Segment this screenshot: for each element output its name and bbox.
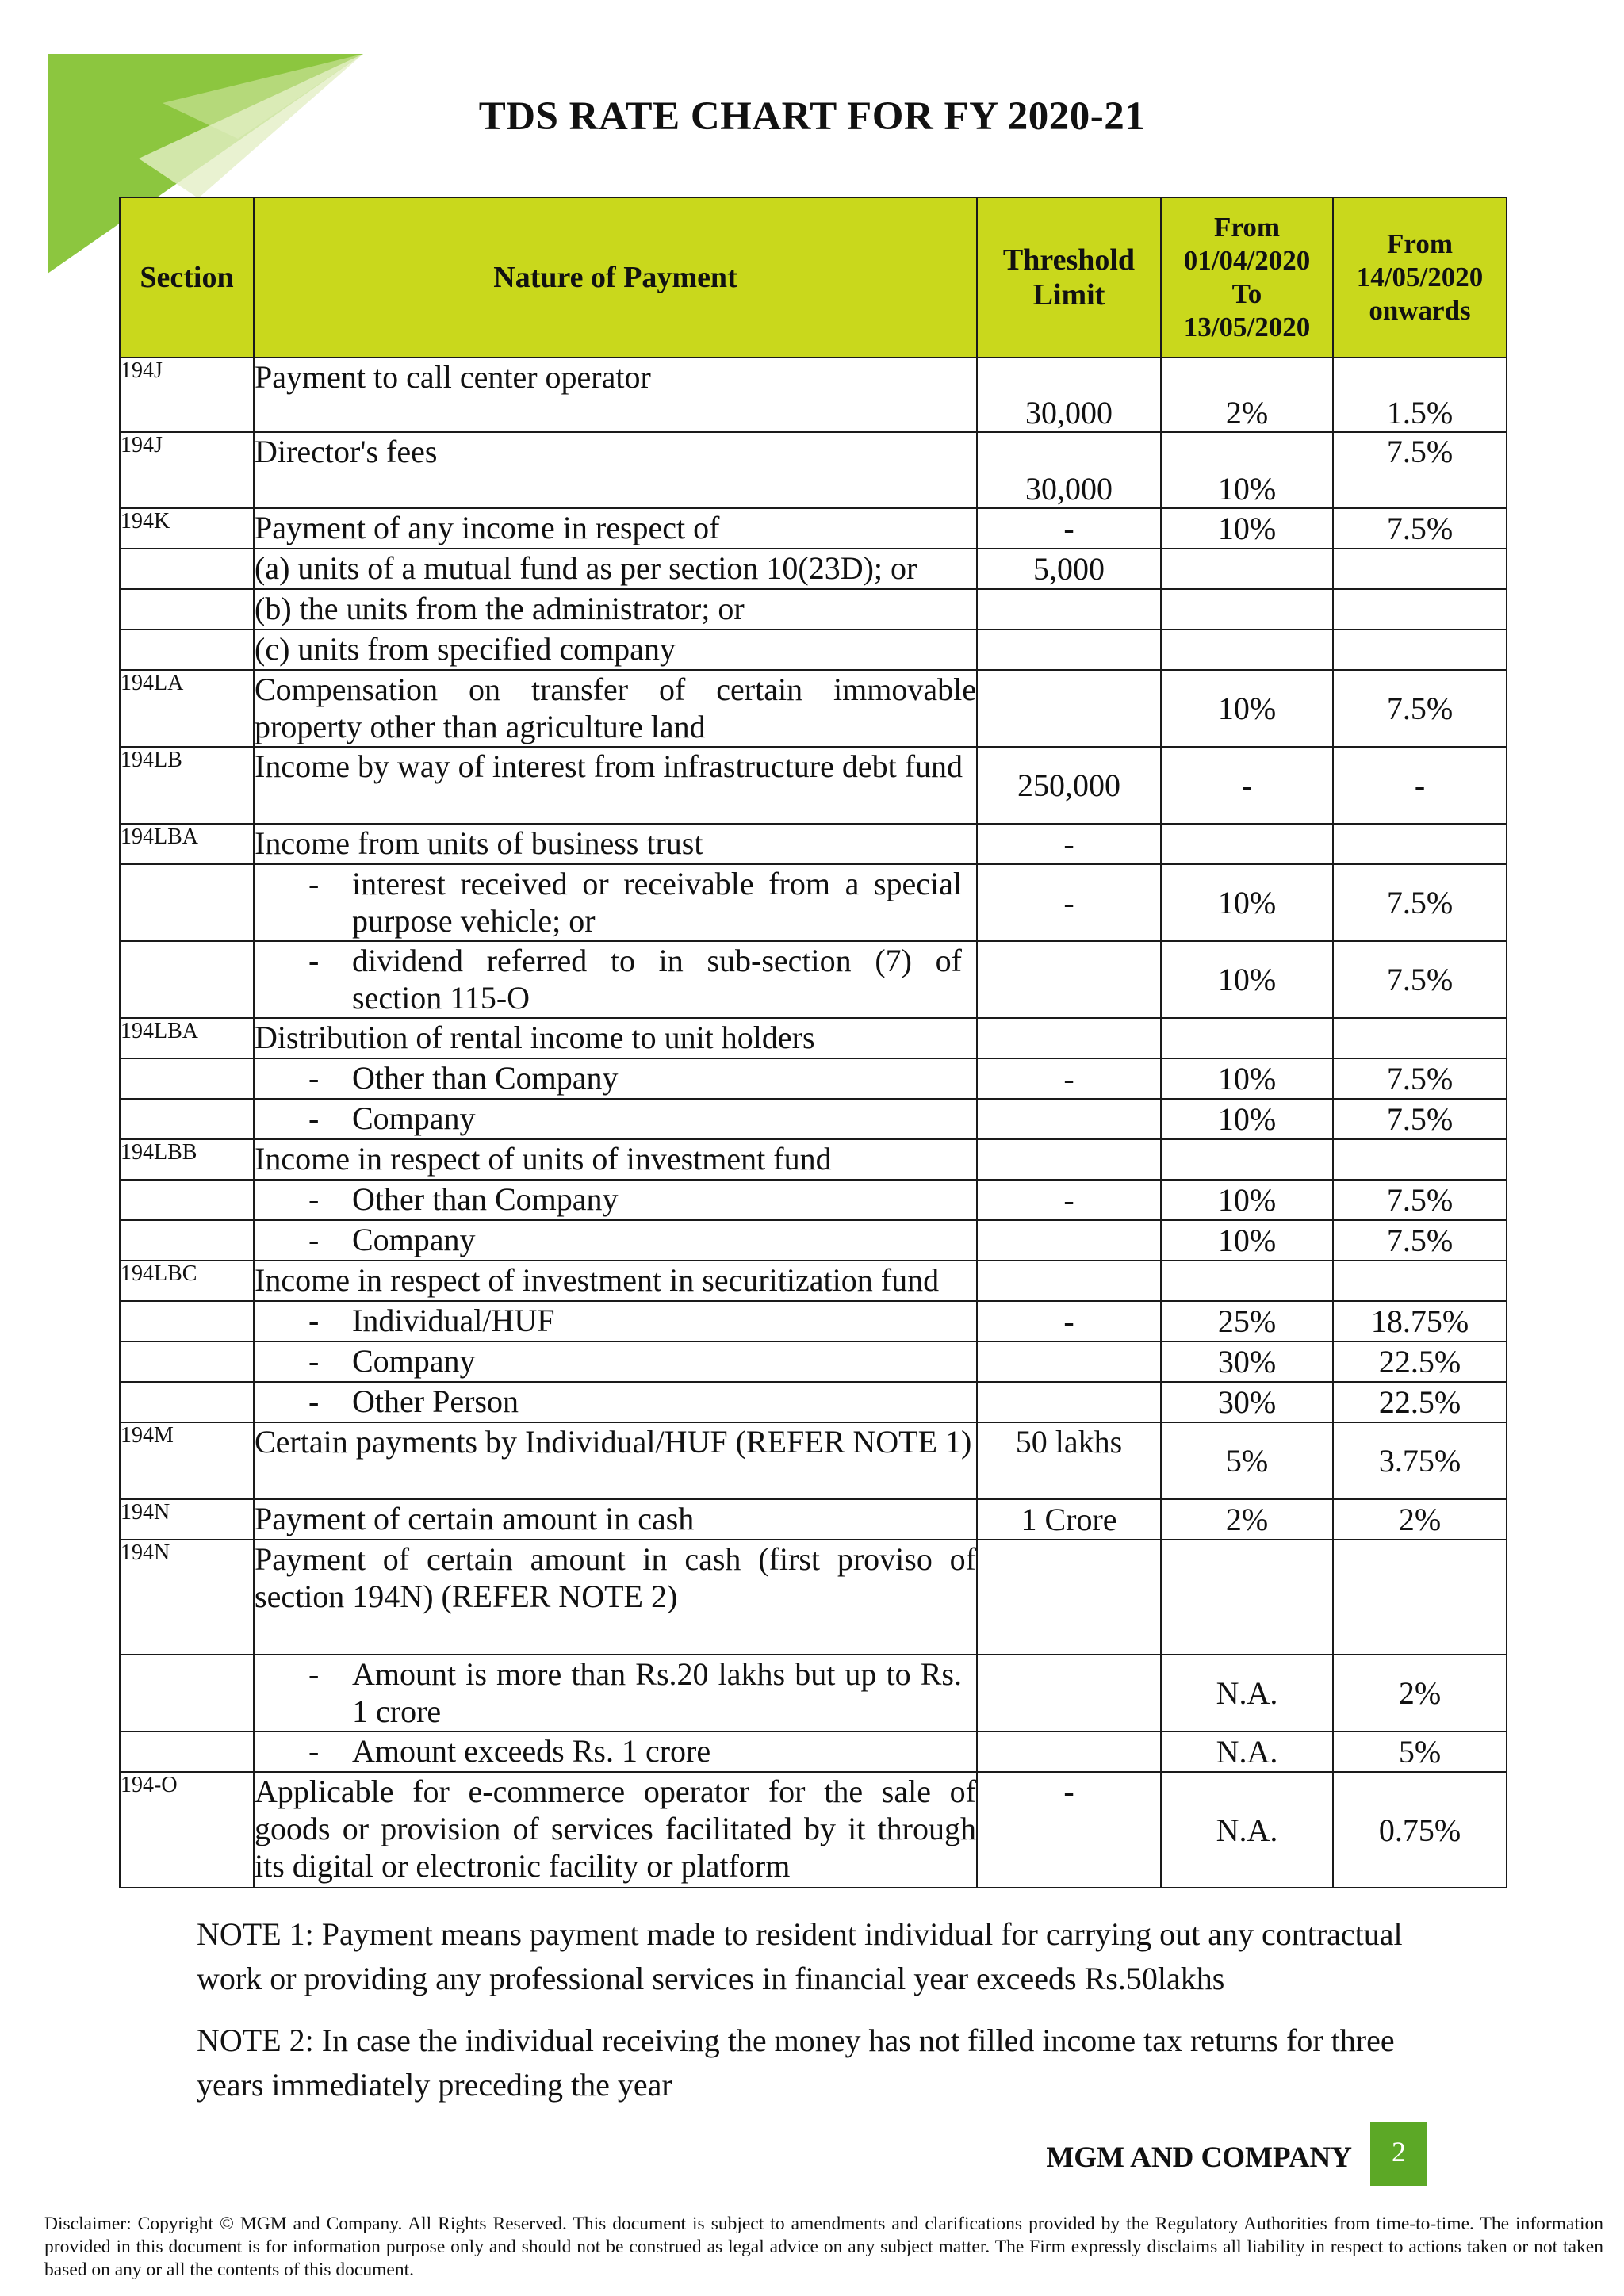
nature-cell <box>254 1341 977 1382</box>
bullet-dash: - <box>308 1181 320 1217</box>
table-row <box>120 1655 1507 1732</box>
table-row <box>120 1301 1507 1341</box>
threshold-cell <box>977 1540 1161 1655</box>
rate-period2-cell: 2% <box>1333 1499 1507 1540</box>
threshold-cell: 5,000 <box>977 549 1161 589</box>
section-cell <box>120 1732 254 1772</box>
nature-cell <box>254 1099 977 1139</box>
rate-period1-cell: N.A. <box>1161 1772 1333 1888</box>
threshold-cell: 30,000 <box>977 432 1161 508</box>
table-row <box>120 941 1507 1018</box>
note-2: NOTE 2: In case the individual receiving the money has not filled income tax returns for three years immediately preceding the year <box>197 2022 1395 2103</box>
rate-period1-cell: N.A. <box>1161 1655 1333 1732</box>
table-row <box>120 549 1507 589</box>
nature-cell: Distribution of rental income to unit holders <box>254 1018 977 1058</box>
threshold-cell: - <box>977 864 1161 941</box>
table-row <box>120 747 1507 824</box>
threshold-cell: - <box>977 824 1161 864</box>
table-row <box>120 589 1507 629</box>
section-cell <box>120 1099 254 1139</box>
table-row <box>120 1058 1507 1099</box>
nature-cell: (b) the units from the administrator; or <box>254 589 977 629</box>
section-cell <box>120 1382 254 1422</box>
threshold-cell <box>977 1018 1161 1058</box>
section-cell: 194LA <box>120 670 254 747</box>
header-period-2 <box>1333 197 1507 358</box>
bullet-dash: - <box>308 1733 320 1769</box>
table-header-row <box>120 197 1507 358</box>
rate-period2-cell <box>1333 824 1507 864</box>
table-row <box>120 1341 1507 1382</box>
threshold-cell <box>977 670 1161 747</box>
table-row <box>120 508 1507 549</box>
section-cell <box>120 1058 254 1099</box>
rate-period1-cell <box>1161 1139 1333 1180</box>
firm-name: MGM AND COMPANY <box>1046 2141 1352 2174</box>
rate-period2-cell <box>1333 629 1507 670</box>
page-number-badge: 2 <box>1370 2122 1427 2186</box>
header-threshold-line1: Threshold <box>1002 243 1136 277</box>
rate-period2-cell: 7.5% <box>1333 432 1507 508</box>
rate-period1-cell: 2% <box>1161 1499 1333 1540</box>
section-cell <box>120 941 254 1018</box>
rate-period2-cell <box>1333 1540 1507 1655</box>
nature-text: Other than Company <box>352 1060 619 1096</box>
table-row <box>120 1139 1507 1180</box>
section-cell: 194N <box>120 1540 254 1655</box>
rate-period2-cell: 22.5% <box>1333 1382 1507 1422</box>
nature-cell: Payment of certain amount in cash (first proviso of section 194N) (REFER NOTE 2) <box>254 1540 977 1655</box>
section-cell: 194N <box>120 1499 254 1540</box>
nature-cell: Income in respect of units of investment fund <box>254 1139 977 1180</box>
nature-cell: Payment to call center operator <box>254 358 977 432</box>
rate-period2-cell: 7.5% <box>1333 508 1507 549</box>
rate-period2-cell: 7.5% <box>1333 1180 1507 1220</box>
tds-rate-table <box>119 197 1507 1888</box>
rate-period2-cell: 22.5% <box>1333 1341 1507 1382</box>
section-cell <box>120 589 254 629</box>
bullet-dash: - <box>308 1343 320 1379</box>
threshold-cell <box>977 1732 1161 1772</box>
page-title: TDS RATE CHART FOR FY 2020-21 <box>478 94 1146 139</box>
header-threshold-limit <box>977 197 1161 358</box>
section-cell <box>120 1341 254 1382</box>
threshold-cell <box>977 589 1161 629</box>
rate-period1-cell: 10% <box>1161 1180 1333 1220</box>
bullet-dash: - <box>308 1656 320 1692</box>
threshold-cell: - <box>977 1301 1161 1341</box>
rate-period1-cell <box>1161 824 1333 864</box>
nature-cell: Payment of any income in respect of <box>254 508 977 549</box>
nature-cell: (c) units from specified company <box>254 629 977 670</box>
rate-period2-cell <box>1333 549 1507 589</box>
nature-cell: Compensation on transfer of certain immovable property other than agriculture land <box>254 670 977 747</box>
section-cell <box>120 549 254 589</box>
table-row <box>120 824 1507 864</box>
nature-cell: Certain payments by Individual/HUF (REFER NOTE 1) <box>254 1422 977 1499</box>
rate-period2-cell <box>1333 1018 1507 1058</box>
rate-period1-cell: 10% <box>1161 1099 1333 1139</box>
threshold-cell <box>977 1341 1161 1382</box>
disclaimer-text: Disclaimer: Copyright © MGM and Company. All Rights Reserved. This document is subject to amendments and clarifications provided by the Regulatory Authorities from time-to-time. The information provided in this document is for information purpose only and should not be construed as legal advice on any subject matter. The Firm expressly disclaims all liability in respect to actions taken or not taken based on any or all the contents of this document. <box>44 2214 1603 2280</box>
nature-cell <box>254 1382 977 1422</box>
bullet-dash: - <box>308 1060 320 1096</box>
rate-period1-cell <box>1161 1261 1333 1301</box>
header-period-1 <box>1161 197 1333 358</box>
nature-cell: Income by way of interest from infrastructure debt fund <box>254 747 977 824</box>
section-cell: 194LBA <box>120 824 254 864</box>
bullet-dash: - <box>308 943 320 978</box>
rate-period1-cell: 2% <box>1161 358 1333 432</box>
rate-period1-cell: 5% <box>1161 1422 1333 1499</box>
section-cell: 194J <box>120 432 254 508</box>
rate-period1-cell: 10% <box>1161 1058 1333 1099</box>
nature-cell: (a) units of a mutual fund as per section 10(23D); or <box>254 549 977 589</box>
section-cell: 194J <box>120 358 254 432</box>
table-row <box>120 670 1507 747</box>
section-cell: 194LB <box>120 747 254 824</box>
section-cell <box>120 1220 254 1261</box>
rate-period2-cell: - <box>1333 747 1507 824</box>
header-period2-line1: From <box>1387 228 1453 259</box>
header-period1-line4: 13/05/2020 <box>1183 312 1311 342</box>
nature-text: Amount exceeds Rs. 1 crore <box>352 1733 711 1769</box>
rate-period2-cell: 2% <box>1333 1655 1507 1732</box>
rate-period2-cell: 3.75% <box>1333 1422 1507 1499</box>
rate-period1-cell: - <box>1161 747 1333 824</box>
section-cell: 194LBB <box>120 1139 254 1180</box>
rate-period1-cell: N.A. <box>1161 1732 1333 1772</box>
threshold-cell <box>977 941 1161 1018</box>
nature-cell <box>254 1655 977 1732</box>
nature-cell <box>254 1058 977 1099</box>
rate-period1-cell: 10% <box>1161 508 1333 549</box>
nature-text: Amount is more than Rs.20 lakhs but up to Rs. 1 crore <box>352 1656 962 1729</box>
section-cell: 194LBA <box>120 1018 254 1058</box>
section-cell: 194M <box>120 1422 254 1499</box>
nature-cell <box>254 941 977 1018</box>
threshold-cell: 250,000 <box>977 747 1161 824</box>
rate-period2-cell <box>1333 589 1507 629</box>
threshold-cell <box>977 1220 1161 1261</box>
rate-period1-cell: 10% <box>1161 432 1333 508</box>
table-row <box>120 629 1507 670</box>
table-row <box>120 358 1507 432</box>
rate-period2-cell: 7.5% <box>1333 864 1507 941</box>
rate-period1-cell <box>1161 589 1333 629</box>
header-period2-line3: onwards <box>1369 295 1471 326</box>
header-period1-line1: From <box>1214 212 1280 243</box>
table-row <box>120 1220 1507 1261</box>
section-cell <box>120 1655 254 1732</box>
table-row <box>120 432 1507 508</box>
threshold-cell <box>977 1099 1161 1139</box>
threshold-cell: 50 lakhs <box>977 1422 1161 1499</box>
rate-period1-cell <box>1161 1540 1333 1655</box>
table-row <box>120 1499 1507 1540</box>
rate-period2-cell: 1.5% <box>1333 358 1507 432</box>
nature-cell: Payment of certain amount in cash <box>254 1499 977 1540</box>
section-cell <box>120 629 254 670</box>
section-cell <box>120 1180 254 1220</box>
threshold-cell: - <box>977 1058 1161 1099</box>
rate-period2-cell: 5% <box>1333 1732 1507 1772</box>
section-cell: 194LBC <box>120 1261 254 1301</box>
threshold-cell: 30,000 <box>977 358 1161 432</box>
section-cell: 194-O <box>120 1772 254 1888</box>
table-row <box>120 1261 1507 1301</box>
header-nature-of-payment: Nature of Payment <box>254 197 977 358</box>
nature-cell: Applicable for e-commerce operator for the sale of goods or provision of services facilitated by it through its digital or electronic facility or platform <box>254 1772 977 1888</box>
threshold-cell: 1 Crore <box>977 1499 1161 1540</box>
rate-period1-cell: 25% <box>1161 1301 1333 1341</box>
bullet-dash: - <box>308 866 320 901</box>
bullet-dash: - <box>308 1383 320 1419</box>
rate-period2-cell: 7.5% <box>1333 1058 1507 1099</box>
bullet-dash: - <box>308 1222 320 1257</box>
nature-text: Other than Company <box>352 1181 619 1217</box>
rate-period2-cell <box>1333 1261 1507 1301</box>
header-section: Section <box>120 197 254 358</box>
rate-period2-cell <box>1333 1139 1507 1180</box>
rate-period2-cell: 0.75% <box>1333 1772 1507 1888</box>
threshold-cell: - <box>977 1772 1161 1888</box>
rate-period1-cell: 10% <box>1161 941 1333 1018</box>
table-row <box>120 1018 1507 1058</box>
nature-cell <box>254 1180 977 1220</box>
nature-text: Company <box>352 1100 476 1136</box>
section-cell: 194K <box>120 508 254 549</box>
header-threshold-line2: Limit <box>1032 278 1105 312</box>
nature-text: Company <box>352 1222 476 1257</box>
nature-cell <box>254 1220 977 1261</box>
rate-period1-cell: 10% <box>1161 864 1333 941</box>
nature-text: dividend referred to in sub-section (7) of section 115-O <box>352 943 962 1016</box>
section-cell <box>120 1301 254 1341</box>
threshold-cell <box>977 1261 1161 1301</box>
rate-period1-cell: 10% <box>1161 1220 1333 1261</box>
nature-text: Individual/HUF <box>352 1303 555 1338</box>
threshold-cell <box>977 629 1161 670</box>
rate-period1-cell <box>1161 1018 1333 1058</box>
table-row <box>120 1772 1507 1888</box>
table-row <box>120 1540 1507 1655</box>
nature-cell: Director's fees <box>254 432 977 508</box>
table-row <box>120 1422 1507 1499</box>
nature-text: interest received or receivable from a special purpose vehicle; or <box>352 866 962 939</box>
note-1: NOTE 1: Payment means payment made to resident individual for carrying out any contractual work or providing any professional services in financial year exceeds Rs.50lakhs <box>197 1916 1403 1996</box>
nature-cell <box>254 1301 977 1341</box>
nature-cell: Income from units of business trust <box>254 824 977 864</box>
rate-period1-cell: 30% <box>1161 1382 1333 1422</box>
rate-period1-cell: 30% <box>1161 1341 1333 1382</box>
threshold-cell <box>977 1139 1161 1180</box>
table-row <box>120 1732 1507 1772</box>
header-period2-line2: 14/05/2020 <box>1356 262 1484 293</box>
nature-cell <box>254 1732 977 1772</box>
nature-text: Other Person <box>352 1383 519 1419</box>
nature-text: Company <box>352 1343 476 1379</box>
table-row <box>120 864 1507 941</box>
rate-period1-cell: 10% <box>1161 670 1333 747</box>
threshold-cell: - <box>977 508 1161 549</box>
rate-period1-cell <box>1161 629 1333 670</box>
bullet-dash: - <box>308 1100 320 1136</box>
header-period1-line3: To <box>1231 278 1262 309</box>
nature-cell: Income in respect of investment in securitization fund <box>254 1261 977 1301</box>
bullet-dash: - <box>308 1303 320 1338</box>
rate-period2-cell: 7.5% <box>1333 1220 1507 1261</box>
section-cell <box>120 864 254 941</box>
table-row <box>120 1382 1507 1422</box>
rate-period2-cell: 7.5% <box>1333 941 1507 1018</box>
table-row <box>120 1180 1507 1220</box>
threshold-cell <box>977 1655 1161 1732</box>
rate-period2-cell: 18.75% <box>1333 1301 1507 1341</box>
nature-cell <box>254 864 977 941</box>
header-period1-line2: 01/04/2020 <box>1183 245 1311 276</box>
threshold-cell <box>977 1382 1161 1422</box>
table-row <box>120 1099 1507 1139</box>
rate-period1-cell <box>1161 549 1333 589</box>
rate-period2-cell: 7.5% <box>1333 670 1507 747</box>
rate-period2-cell: 7.5% <box>1333 1099 1507 1139</box>
threshold-cell: - <box>977 1180 1161 1220</box>
